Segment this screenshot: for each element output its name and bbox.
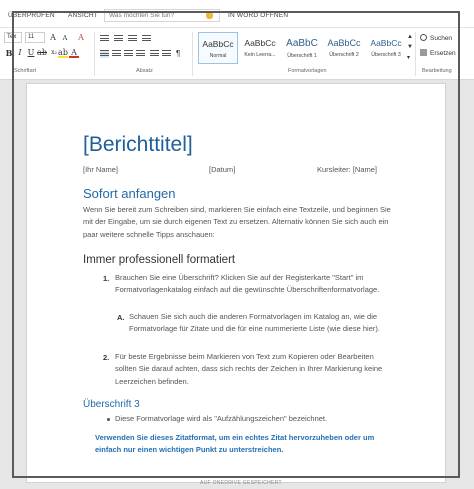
style-label: Kein Leerra...	[244, 52, 276, 58]
group-label-font: Schriftart	[14, 68, 37, 74]
styles-more-icon[interactable]: ▾	[407, 55, 411, 61]
binoculars-icon	[420, 34, 427, 41]
styles-scroll-up-icon[interactable]: ▲	[407, 34, 413, 40]
heading-3[interactable]: Überschrift 3	[83, 399, 140, 410]
list-number: 2.	[103, 353, 110, 362]
author-field[interactable]: [Ihr Name]	[83, 165, 119, 174]
align-left-icon[interactable]	[100, 50, 109, 58]
grow-font-icon[interactable]: A	[50, 33, 56, 42]
replace-button[interactable]	[420, 49, 456, 57]
find-label: Suchen	[430, 35, 453, 42]
style-preview: AaBbCc	[370, 38, 402, 48]
quote-paragraph[interactable]: Verwenden Sie dieses Zitatformat, um ein echtes Zitat hervorzuheben oder um einfach nur einen wichtigen Punkt zu unterstreichen.	[95, 433, 375, 455]
strikethrough-icon[interactable]: ab	[37, 48, 47, 57]
tab-review[interactable]: ÜBERPRÜFEN	[8, 12, 55, 19]
document-page[interactable]	[26, 83, 446, 483]
instructor-field[interactable]: Kursleiter: [Name]	[317, 165, 378, 174]
align-center-icon[interactable]	[112, 50, 121, 58]
tab-bar	[0, 0, 474, 28]
style-normal[interactable]	[198, 32, 238, 64]
replace-label: Ersetzen	[430, 50, 456, 57]
underline-icon[interactable]: U	[27, 48, 35, 57]
bold-icon[interactable]: B	[5, 48, 13, 58]
style-heading-1[interactable]	[282, 32, 322, 64]
bullets-icon[interactable]	[100, 35, 109, 43]
style-heading-3[interactable]	[366, 32, 406, 64]
replace-icon	[420, 49, 427, 56]
rtl-icon[interactable]	[162, 50, 171, 58]
justify-icon[interactable]	[136, 50, 145, 58]
style-label: Überschrift 1	[287, 53, 317, 59]
ribbon-divider	[415, 32, 416, 76]
style-heading-2[interactable]	[324, 32, 364, 64]
search-input[interactable]	[104, 9, 220, 22]
heading-1[interactable]: Sofort anfangen	[83, 186, 176, 201]
open-in-word-button[interactable]: IN WORD ÖFFNEN	[228, 12, 289, 19]
tab-view[interactable]: ANSICHT	[68, 12, 98, 19]
font-name-select[interactable]: Tex	[4, 32, 22, 43]
document-canvas[interactable]	[0, 80, 474, 489]
increase-indent-icon[interactable]	[142, 35, 151, 43]
list-item[interactable]: Für beste Ergebnisse beim Markieren von Text zum Kopieren oder Bearbeiten sollten Sie darauf achten, dass sich rechts der Zeichen in Ihrer Markierung keine Leerzeichen befinden.	[115, 352, 383, 386]
report-title[interactable]: [Berichttitel]	[83, 133, 193, 156]
highlight-icon[interactable]: ab	[58, 48, 68, 57]
status-saved-onedrive: AUF ONEDRIVE GESPEICHERT	[200, 480, 282, 486]
list-item[interactable]: Schauen Sie sich auch die anderen Formatvorlagen im Katalog an, wie die Formatvorlage für Zitate und die für eine nummerierte Liste (wie diese hier).	[129, 312, 380, 334]
lightbulb-icon	[206, 11, 213, 19]
find-button[interactable]	[420, 34, 452, 42]
intro-paragraph[interactable]: Wenn Sie bereit zum Schreiben sind, markieren Sie einfach eine Textzeile, und beginnen Sie mit der Eingabe, um sie durch eigenen Text zu ersetzen. Alternativ können Sie sich auch ein paar weitere schnelle Tipps anschauen:	[83, 205, 391, 239]
italic-icon[interactable]: I	[18, 48, 22, 57]
style-preview: AaBbC	[286, 38, 318, 49]
paragraph-mark-icon[interactable]: ¶	[176, 49, 181, 58]
style-label: Überschrift 3	[371, 52, 401, 58]
decrease-indent-icon[interactable]	[128, 35, 137, 43]
heading-2[interactable]: Immer professionell formatiert	[83, 254, 236, 266]
align-right-icon[interactable]	[124, 50, 133, 58]
clear-format-icon[interactable]: A	[78, 33, 84, 42]
list-letter: A.	[117, 313, 125, 322]
list-number: 1.	[103, 274, 110, 283]
font-color-icon[interactable]: A	[69, 48, 79, 58]
list-item[interactable]: Brauchen Sie eine Überschrift? Klicken Sie auf der Registerkarte "Start" im Formatvorlagenkatalog einfach auf die gewünschte Überschriftenformatvorlage.	[115, 273, 380, 295]
style-label: Überschrift 2	[329, 52, 359, 58]
styles-scroll-down-icon[interactable]: ▼	[407, 44, 413, 50]
ltr-icon[interactable]	[150, 50, 159, 58]
ribbon-divider	[94, 32, 95, 76]
ribbon	[0, 28, 474, 80]
group-label-editing: Bearbeitung	[422, 68, 452, 74]
font-size-select[interactable]: 11	[25, 32, 45, 43]
search-placeholder: Was möchten Sie tun?	[109, 12, 175, 19]
bullet-icon	[107, 418, 110, 421]
shrink-font-icon[interactable]: A	[62, 34, 68, 42]
bullet-item[interactable]: Diese Formatvorlage wird als "Aufzählungszeichen" bezeichnet.	[115, 414, 328, 423]
style-preview: AaBbCc	[202, 39, 234, 49]
style-preview: AaBbCc	[244, 38, 276, 48]
date-field[interactable]: [Datum]	[209, 165, 236, 174]
style-label: Normal	[209, 53, 227, 59]
ribbon-divider	[192, 32, 193, 76]
subscript-icon[interactable]: x₂	[51, 49, 57, 56]
numbering-icon[interactable]	[114, 35, 123, 43]
style-no-spacing[interactable]	[240, 32, 280, 64]
style-preview: AaBbCc	[327, 38, 361, 48]
group-label-styles: Formatvorlagen	[288, 68, 327, 74]
group-label-paragraph: Absatz	[136, 68, 153, 74]
